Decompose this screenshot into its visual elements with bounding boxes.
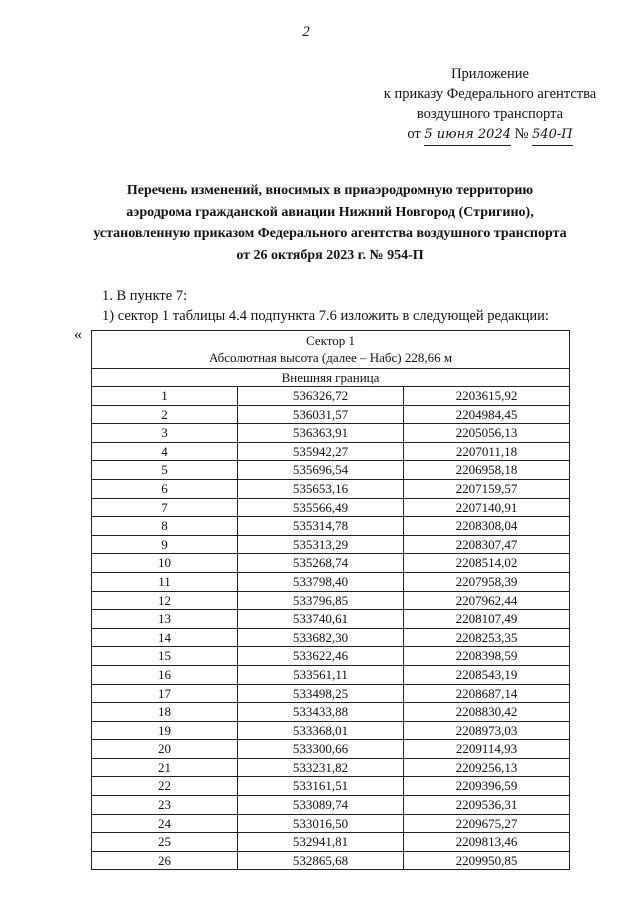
- y-coordinate-cell: 2209396,59: [404, 777, 570, 796]
- table-row: [92, 796, 570, 815]
- y-coordinate-cell: 2208687,14: [404, 684, 570, 703]
- page-number: 2: [302, 24, 310, 40]
- x-coordinate-cell: 535566,49: [238, 498, 404, 517]
- y-coordinate-cell: 2208973,03: [404, 721, 570, 740]
- point-number-cell: 18: [92, 703, 238, 722]
- paragraph-2: 1) сектор 1 таблицы 4.4 подпункта 7.6 изложить в следующей редакции:: [102, 308, 549, 324]
- appendix-from: от: [407, 126, 421, 142]
- table-row: [92, 405, 570, 424]
- x-coordinate-cell: 533368,01: [238, 721, 404, 740]
- table-row: [92, 479, 570, 498]
- y-coordinate-cell: 2205056,13: [404, 424, 570, 443]
- y-coordinate-cell: 2209950,85: [404, 851, 570, 870]
- x-coordinate-cell: 536326,72: [238, 387, 404, 406]
- table-row: [92, 461, 570, 480]
- x-coordinate-cell: 533016,50: [238, 814, 404, 833]
- table-row: [92, 777, 570, 796]
- y-coordinate-cell: 2208253,35: [404, 628, 570, 647]
- table-row: [92, 684, 570, 703]
- sector-title: Сектор 1: [306, 333, 356, 348]
- handwritten-number: 540-П: [532, 125, 573, 146]
- table-header-row: [92, 331, 570, 369]
- table-row: [92, 703, 570, 722]
- appendix-line2: к приказу Федерального агентства: [383, 86, 597, 102]
- point-number-cell: 9: [92, 535, 238, 554]
- point-number-cell: 24: [92, 814, 238, 833]
- appendix-date-line: [380, 124, 600, 146]
- point-number-cell: 7: [92, 498, 238, 517]
- coordinates-table: [91, 330, 570, 870]
- point-number-cell: 11: [92, 572, 238, 591]
- y-coordinate-cell: 2209114,93: [404, 740, 570, 759]
- point-number-cell: 8: [92, 517, 238, 536]
- appendix-block: [380, 64, 600, 146]
- x-coordinate-cell: 532865,68: [238, 851, 404, 870]
- x-coordinate-cell: 533433,88: [238, 703, 404, 722]
- point-number-cell: 5: [92, 461, 238, 480]
- point-number-cell: 21: [92, 758, 238, 777]
- point-number-cell: 19: [92, 721, 238, 740]
- table-row: [92, 572, 570, 591]
- y-coordinate-cell: 2209675,27: [404, 814, 570, 833]
- table-row: [92, 442, 570, 461]
- table-row: [92, 591, 570, 610]
- x-coordinate-cell: 533798,40: [238, 572, 404, 591]
- point-number-cell: 10: [92, 554, 238, 573]
- table-row: [92, 387, 570, 406]
- x-coordinate-cell: 535653,16: [238, 479, 404, 498]
- y-coordinate-cell: 2208308,04: [404, 517, 570, 536]
- point-number-cell: 2: [92, 405, 238, 424]
- y-coordinate-cell: 2209813,46: [404, 833, 570, 852]
- x-coordinate-cell: 533300,66: [238, 740, 404, 759]
- table-subheader: Внешняя граница: [92, 369, 570, 387]
- opening-quote: «: [74, 326, 82, 343]
- x-coordinate-cell: 536031,57: [238, 405, 404, 424]
- x-coordinate-cell: 535314,78: [238, 517, 404, 536]
- table-row: [92, 833, 570, 852]
- x-coordinate-cell: 533561,11: [238, 665, 404, 684]
- table-row: [92, 535, 570, 554]
- table-row: [92, 498, 570, 517]
- point-number-cell: 4: [92, 442, 238, 461]
- point-number-cell: 16: [92, 665, 238, 684]
- point-number-cell: 3: [92, 424, 238, 443]
- y-coordinate-cell: 2208107,49: [404, 610, 570, 629]
- point-number-cell: 6: [92, 479, 238, 498]
- y-coordinate-cell: 2203615,92: [404, 387, 570, 406]
- y-coordinate-cell: 2209256,13: [404, 758, 570, 777]
- y-coordinate-cell: 2207962,44: [404, 591, 570, 610]
- title-line1: Перечень изменений, вносимых в приаэродромную территорию: [126, 183, 534, 198]
- y-coordinate-cell: 2208398,59: [404, 647, 570, 666]
- point-number-cell: 17: [92, 684, 238, 703]
- y-coordinate-cell: 2209536,31: [404, 796, 570, 815]
- x-coordinate-cell: 533740,61: [238, 610, 404, 629]
- point-number-cell: 26: [92, 851, 238, 870]
- point-number-cell: 15: [92, 647, 238, 666]
- y-coordinate-cell: 2208830,42: [404, 703, 570, 722]
- table-row: [92, 721, 570, 740]
- table-row: [92, 647, 570, 666]
- title-line3: установленную приказом Федерального агентства воздушного транспорта: [93, 226, 567, 241]
- x-coordinate-cell: 533796,85: [238, 591, 404, 610]
- appendix-line3: воздушного транспорта: [416, 106, 564, 122]
- point-number-cell: 25: [92, 833, 238, 852]
- appendix-no: №: [514, 126, 529, 142]
- x-coordinate-cell: 535942,27: [238, 442, 404, 461]
- point-number-cell: 14: [92, 628, 238, 647]
- y-coordinate-cell: 2207140,91: [404, 498, 570, 517]
- table-row: [92, 814, 570, 833]
- paragraph-1: 1. В пункте 7:: [102, 288, 188, 304]
- x-coordinate-cell: 535268,74: [238, 554, 404, 573]
- y-coordinate-cell: 2208543,19: [404, 665, 570, 684]
- x-coordinate-cell: 536363,91: [238, 424, 404, 443]
- y-coordinate-cell: 2208514,02: [404, 554, 570, 573]
- x-coordinate-cell: 533089,74: [238, 796, 404, 815]
- title-line4: от 26 октября 2023 г. № 954-П: [236, 247, 424, 263]
- table-row: [92, 665, 570, 684]
- x-coordinate-cell: 535313,29: [238, 535, 404, 554]
- y-coordinate-cell: 2207958,39: [404, 572, 570, 591]
- x-coordinate-cell: 535696,54: [238, 461, 404, 480]
- point-number-cell: 13: [92, 610, 238, 629]
- table-row: [92, 610, 570, 629]
- x-coordinate-cell: 533231,82: [238, 758, 404, 777]
- appendix-line1: Приложение: [451, 66, 529, 82]
- x-coordinate-cell: 533622,46: [238, 647, 404, 666]
- document-title: [60, 180, 600, 266]
- y-coordinate-cell: 2207159,57: [404, 479, 570, 498]
- handwritten-date: 5 июня 2024: [424, 125, 511, 146]
- point-number-cell: 23: [92, 796, 238, 815]
- point-number-cell: 22: [92, 777, 238, 796]
- y-coordinate-cell: 2207011,18: [404, 442, 570, 461]
- table-row: [92, 424, 570, 443]
- table-row: [92, 758, 570, 777]
- point-number-cell: 12: [92, 591, 238, 610]
- y-coordinate-cell: 2206958,18: [404, 461, 570, 480]
- table-header: [92, 331, 570, 369]
- table-row: [92, 851, 570, 870]
- x-coordinate-cell: 532941,81: [238, 833, 404, 852]
- point-number-cell: 1: [92, 387, 238, 406]
- table-row: [92, 628, 570, 647]
- table-subheader-row: [92, 369, 570, 387]
- table-body: [92, 387, 570, 870]
- sector-altitude: Абсолютная высота (далее – Набс) 228,66 м: [208, 350, 453, 365]
- table-row: [92, 517, 570, 536]
- title-line2: аэродрома гражданской авиации Нижний Новгород (Стригино),: [126, 204, 534, 220]
- x-coordinate-cell: 533498,25: [238, 684, 404, 703]
- x-coordinate-cell: 533682,30: [238, 628, 404, 647]
- table-row: [92, 740, 570, 759]
- y-coordinate-cell: 2208307,47: [404, 535, 570, 554]
- point-number-cell: 20: [92, 740, 238, 759]
- x-coordinate-cell: 533161,51: [238, 777, 404, 796]
- y-coordinate-cell: 2204984,45: [404, 405, 570, 424]
- table-row: [92, 554, 570, 573]
